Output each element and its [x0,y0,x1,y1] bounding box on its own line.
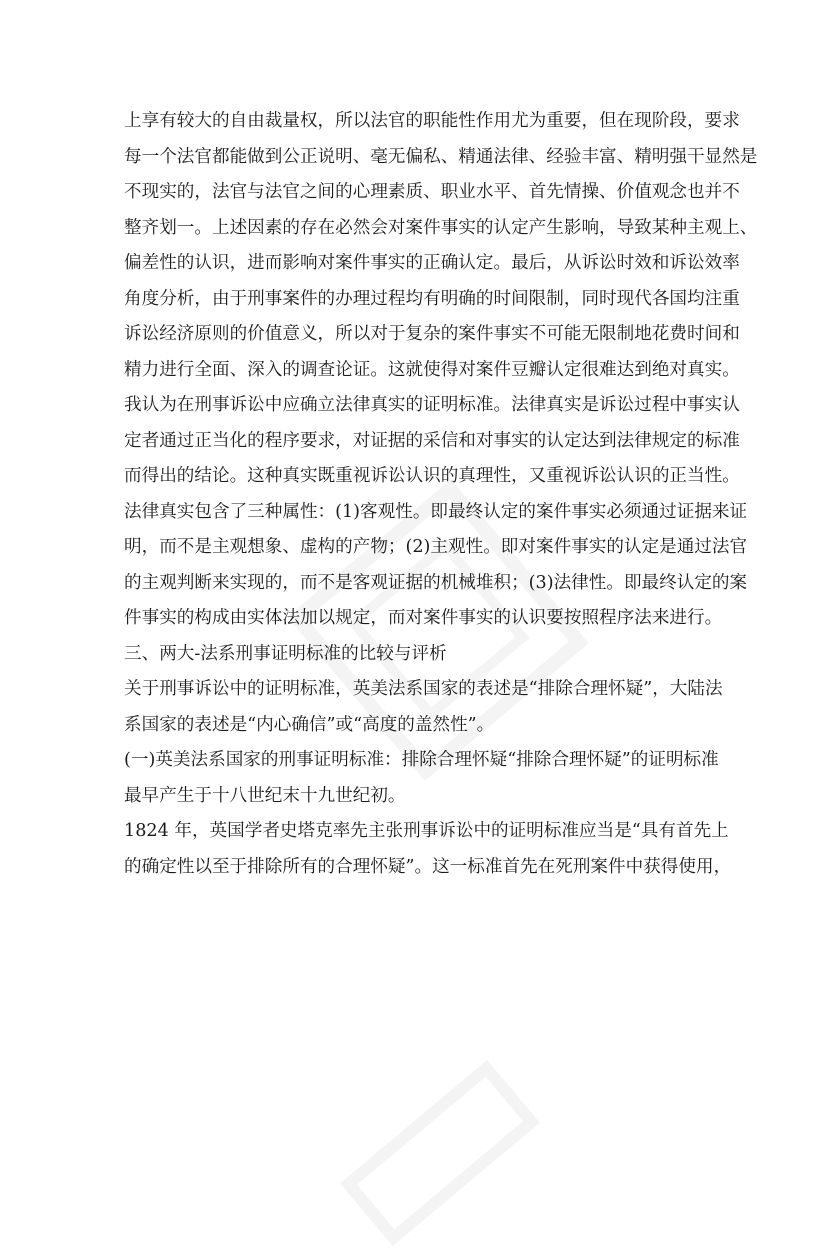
text-line: 件事实的构成由实体法加以规定，而对案件事实的认识要按照程序法来进行。 [124,608,723,628]
text-line: 系国家的表述是“内心确信”或“高度的盖然性”。 [124,714,495,735]
text-line: (一)英美法系国家的刑事证明标准：排除合理怀疑“排除合理怀疑”的证明标准 [124,750,719,770]
text-line: 的确定性以至于排除所有的合理怀疑”。这一标准首先在死刑案件中获得使用， [124,856,732,877]
text-line: 明，而不是主观想象、虚构的产物；(2)主观性。即对案件事实的认定是通过法官 [124,537,748,557]
text-line: 角度分析，由于刑事案件的办理过程均有明确的时间限制，同时现代各国均注重 [124,288,740,309]
text-line: 最早产生于十八世纪末十九世纪初。 [124,785,406,806]
text-line: 不现实的，法官与法官之间的心理素质、职业水平、首先情操、价值观念也并不 [124,182,740,202]
watermark-fragment-icon [334,1054,545,1252]
text-line: 每一个法官都能做到公正说明、毫无偏私、精通法律、经验丰富、精明强干显然是 [124,146,758,167]
text-line: 整齐划一。上述因素的存在必然会对案件事实的认定产生影响，导致某种主观上、 [124,217,758,238]
text-line: 法律真实包含了三种属性：(1)客观性。即最终认定的案件事实必须通过证据来证 [124,501,748,522]
text-line: 诉讼经济原则的价值意义，所以对于复杂的案件事实不可能无限制地花费时间和 [124,324,740,344]
text-line: 我认为在刑事诉讼中应确立法律真实的证明标准。法律真实是诉讼过程中事实认 [124,395,740,415]
document-body [124,104,758,885]
text-line: 定者通过正当化的程序要求，对证据的采信和对事实的认定达到法律规定的标准 [124,430,740,451]
text-line: 偏差性的认识，进而影响对案件事实的正确认定。最后，从诉讼时效和诉讼效率 [124,253,740,273]
text-line: 的主观判断来实现的，而不是客观证据的机械堆积；(3)法律性。即最终认定的案 [124,572,748,593]
section-heading: 三、两大-法系刑事证明标准的比较与评析 [124,643,447,664]
text-line: 而得出的结论。这种真实既重视诉讼认识的真理性，又重视诉讼认识的正当性。 [124,466,740,486]
text-line: 1824 年，英国学者史塔克率先主张刑事诉讼中的证明标准应当是“具有首先上 [124,821,729,841]
text-line: 关于刑事诉讼中的证明标准，英美法系国家的表述是“排除合理怀疑”，大陆法 [124,679,723,699]
text-line: 精力进行全面、深入的调查论证。这就使得对案件豆瓣认定很难达到绝对真实。 [124,359,740,380]
text-line: 上享有较大的自由裁量权，所以法官的职能性作用尤为重要，但在现阶段，要求 [124,111,740,131]
